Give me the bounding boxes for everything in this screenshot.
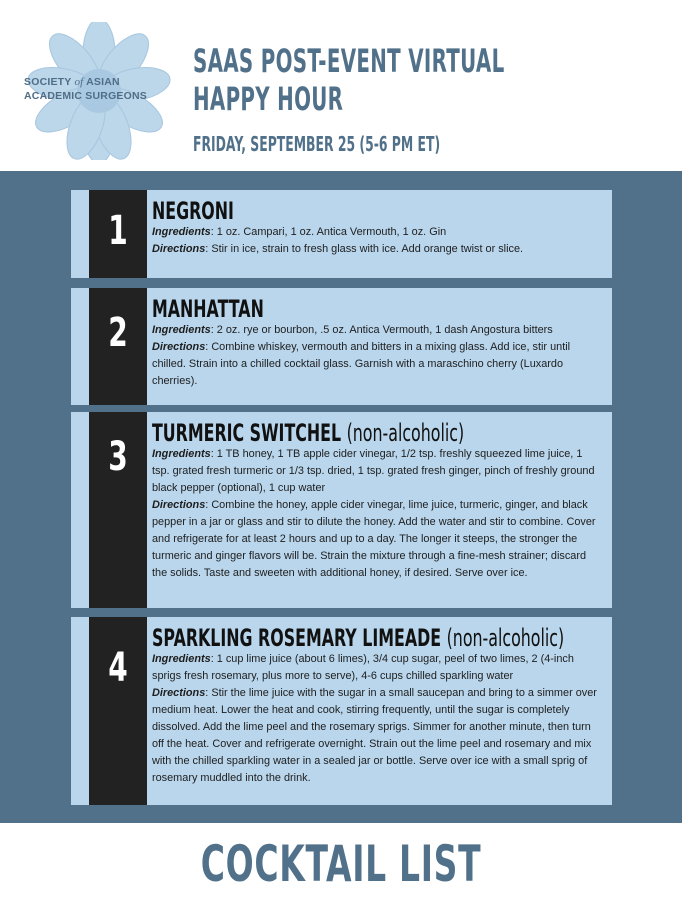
cocktail-name: SPARKLING ROSEMARY LIMEADE (non-alcoholic): [152, 624, 565, 652]
cocktail-card-manhattan: [71, 288, 612, 405]
cocktail-card-negroni: [71, 190, 612, 278]
cocktail-name: MANHATTAN: [152, 295, 264, 323]
cocktail-number: 1: [108, 208, 128, 254]
directions-text: Directions: Stir in ice, strain to fresh glass with ice. Add orange twist or slice.: [152, 243, 524, 255]
number-block: [89, 190, 147, 278]
footer: [0, 823, 682, 913]
cocktail-number: 2: [108, 310, 128, 356]
ingredients-text: Ingredients: 1 TB honey, 1 TB apple cider vinegar, 1/2 tsp. freshly squeezed lime juice, 1 tsp. grated fresh turmeric or 1/3 tsp. dried, 1 tsp. grated fresh ginger, pinch of freshly ground black pepper (optional), 1 cup water: [152, 448, 595, 494]
ingredients-text: Ingredients: 2 oz. rye or bourbon, .5 oz. Antica Vermouth, 1 dash Angostura bitters: [152, 324, 553, 336]
cocktail-name: NEGRONI: [152, 197, 234, 225]
ingredients-text: Ingredients: 1 oz. Campari, 1 oz. Antica Vermouth, 1 oz. Gin: [152, 226, 447, 238]
directions-text: Directions: Stir the lime juice with the sugar in a small saucepan and bring to a simmer over medium heat. Lower the heat and cook, stirring frequently, until the sugar is completely dissolved. Add the lime peel and the rosemary sprigs. Simmer for another minute, then turn off the heat. Cover and refrigerate overnight. Strain out the lime peel and rosemary and mix with the chilled sparkling water in a sealed jar or bottle. Serve over ice with a small sprig of rosemary muddled into the drink.: [152, 687, 597, 784]
cocktail-list-heading: COCKTAIL LIST: [200, 835, 482, 893]
cocktail-number: 4: [108, 645, 128, 691]
directions-text: Directions: Combine whiskey, vermouth and bitters in a mixing glass. Add ice, stir until chilled. Strain into a chilled cocktail glass. Garnish with a maraschino cherry (Luxardo cherries).: [152, 341, 571, 387]
cocktail-card-turmeric-switchel: [71, 412, 612, 608]
cocktail-number: 3: [108, 434, 128, 480]
number-block: [89, 617, 147, 805]
header: [0, 0, 682, 171]
event-title: SAAS POST-EVENT VIRTUAL HAPPY HOUR: [193, 42, 505, 118]
event-date: FRIDAY, SEPTEMBER 25 (5-6 PM ET): [193, 132, 441, 156]
ingredients-text: Ingredients: 1 cup lime juice (about 6 limes), 3/4 cup sugar, peel of two limes, 2 (4-inch sprigs fresh rosemary, plus more to serve), 4-6 cups chilled sparkling water: [152, 653, 574, 682]
directions-text: Directions: Combine the honey, apple cider vinegar, lime juice, turmeric, ginger, and black pepper in a jar or glass and stir to dilute the honey. Add the water and stir to combine. Cover and refrigerate for at least 2 hours and up to a day. The longer it steeps, the stronger the turmeric and ginger flavors will be. Strain the mixture through a fine-mesh strainer; discard the solids. Taste and sweeten with additional honey, if desired. Serve over ice.: [152, 499, 596, 579]
logo-wordmark: SOCIETY of ASIAN ACADEMIC SURGEONS: [24, 76, 147, 102]
cocktail-card-sparkling-rosemary-limeade: [71, 617, 612, 805]
number-block: [89, 412, 147, 608]
cocktail-name: TURMERIC SWITCHEL (non-alcoholic): [152, 419, 465, 447]
number-block: [89, 288, 147, 405]
